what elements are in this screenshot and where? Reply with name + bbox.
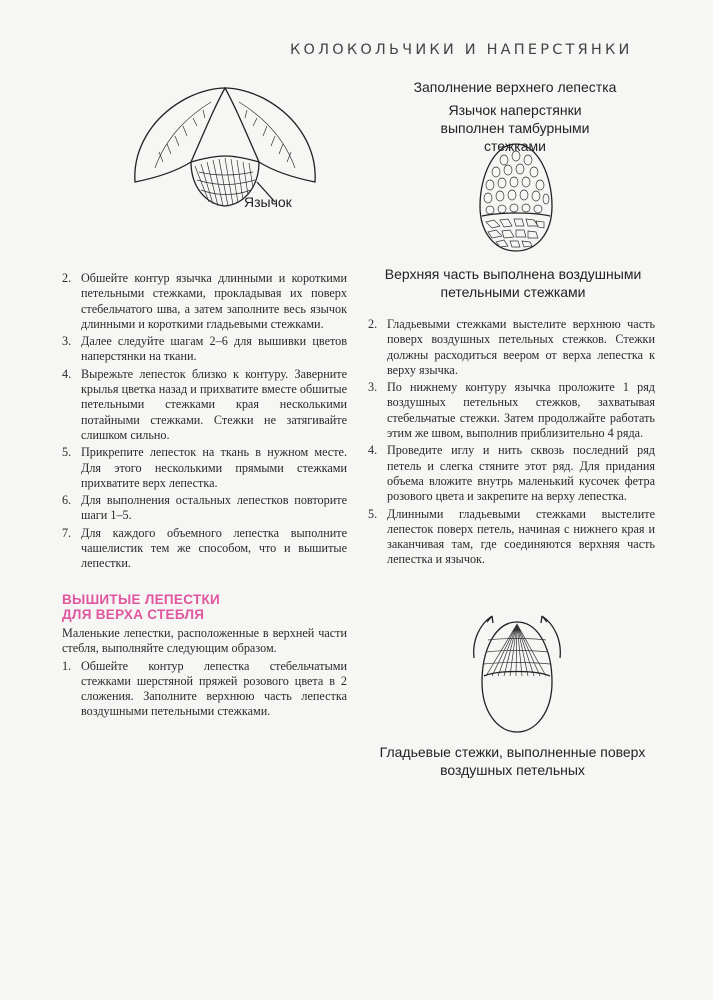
- tongue-label: Язычок: [244, 194, 292, 210]
- list-item: 5. Длинными гладьевыми стежками выстелите лепесток поверх петель, начиная с нижнего края и заканчивая там, где соединяются верхняя часть лепестка и язычок.: [368, 506, 655, 567]
- left-steps-list: [62, 271, 347, 574]
- list-item: 4. Проведите иглу и нить сквозь последний ряд петель и слегка стяните этот ряд. Для придания объема вложите внутрь маленький кусочек фетра розового цвета и закрепите на верху лепестка.: [368, 443, 655, 504]
- list-item: 1. Обшейте контур лепестка стебельчатыми стежками шерстяной пряжей розового цвета в 2 сложения. Заполните верхнюю часть лепестка воздушными петельными стежками.: [62, 658, 347, 719]
- chapter-title: КОЛОКОЛЬЧИКИ И НАПЕРСТЯНКИ: [290, 42, 633, 58]
- fig-caption-tongue: Язычок наперстянки выполнен тамбурными стежками: [440, 102, 590, 154]
- list-item: 3. По нижнему контуру язычка проложите 1 ряд воздушных петельных стежков, захватывая стебельчатые стежки. Затем продолжайте работать этим же швом, выполнив приблизительно 4 ряда.: [368, 380, 655, 441]
- section-intro: Маленькие лепестки, расположенные в верхней части стебля, выполняйте следующим образом.: [62, 626, 347, 656]
- section-heading-line2: ДЛЯ ВЕРХА СТЕБЛЯ: [62, 607, 205, 622]
- section-steps-list: [62, 659, 347, 720]
- list-item: 7. Для каждого объемного лепестка выполните чашелистик тем же способом, что и вышитые лепестки.: [62, 525, 347, 571]
- right-steps-list: [368, 317, 655, 570]
- petal-detached-chain-illustration: [476, 140, 556, 255]
- fig-caption-filling-top: Заполнение верхнего лепестка: [413, 79, 617, 95]
- petal-with-tongue-illustration: [125, 80, 325, 220]
- list-item: 5. Прикрепите лепесток на ткань в нужном месте. Для этого несколькими прямыми стежками прихватите верх лепестка.: [62, 445, 347, 490]
- fig-caption-upper-part: Верхняя часть выполнена воздушными петельными стежками: [384, 266, 642, 300]
- list-item: 3. Далее следуйте шагам 2–6 для вышивки цветов наперстянки на ткани.: [62, 334, 347, 364]
- list-item: 6. Для выполнения остальных лепестков повторите шаги 1–5.: [62, 493, 347, 523]
- fig-caption-satin-over-chain: Гладьевые стежки, выполненные поверх воздушных петельных: [379, 744, 646, 778]
- list-item: 2. Гладьевыми стежками выстелите верхнюю часть поверх воздушных петельных стежков. Стежки должны расходиться веером от верха лепестка к верху язычка.: [368, 317, 655, 377]
- list-item: 4. Вырежьте лепесток близко к контуру. Заверните крылья цветка назад и прихватите вместе обшитые петельными стежками края несколькими потайными стежками. Стежки не затягивайте слишком сильно.: [62, 366, 347, 442]
- petal-satin-over-chain-illustration: [462, 610, 572, 740]
- list-item: 2. Обшейте контур язычка длинными и короткими петельными стежками, прокладывая их поверх стебельчатого шва, а затем заполните весь язычок длинными и короткими гладьевыми стежками.: [62, 271, 347, 331]
- section-embroidered-petals: [62, 592, 347, 722]
- section-heading-line1: ВЫШИТЫЕ ЛЕПЕСТКИ: [62, 592, 221, 607]
